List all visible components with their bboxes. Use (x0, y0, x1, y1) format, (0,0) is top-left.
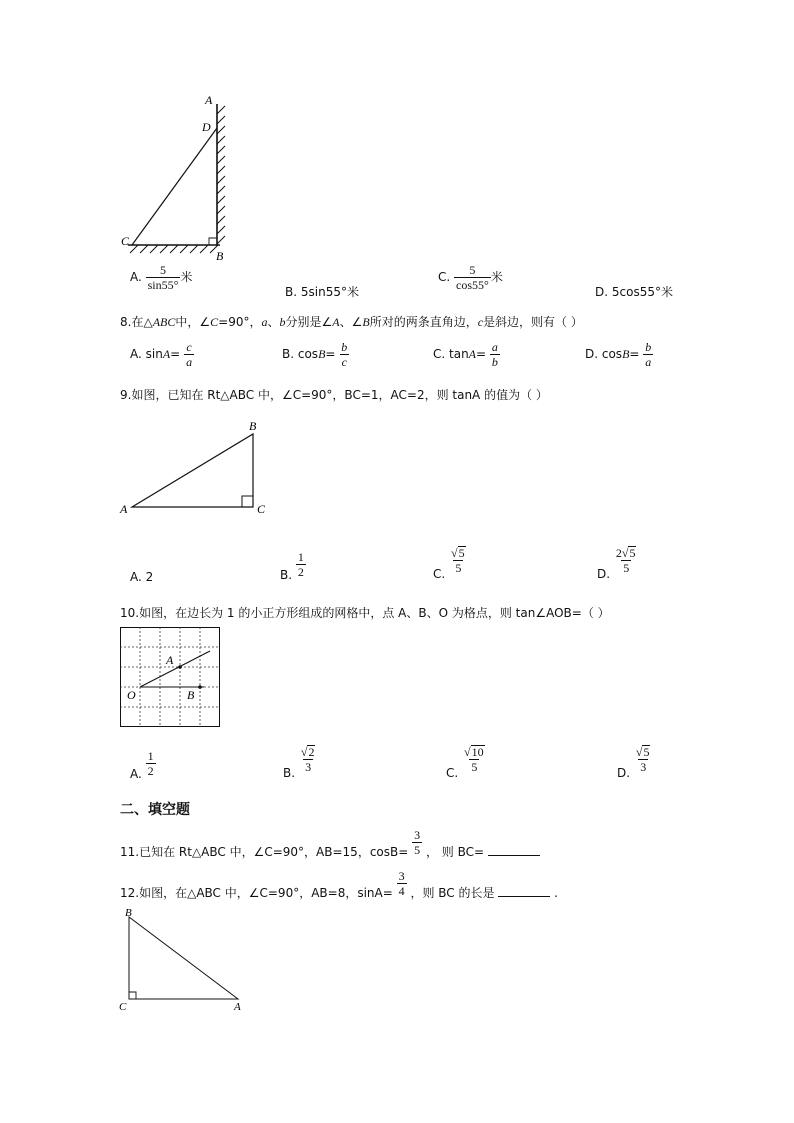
label-O: O (127, 688, 136, 702)
label-B: B (187, 688, 195, 702)
grid-lines (120, 627, 220, 727)
right-angle-mark (129, 992, 136, 999)
right-angle-mark (242, 496, 253, 507)
label-A: A (166, 653, 174, 667)
q11: 11.已知在 Rt△ABC 中，∠C=90°，AB=15，cosB= $\frac{3}{5}$ ， 则 BC= (120, 829, 540, 856)
fraction: $\frac{1}{2}$ (297, 550, 304, 579)
section-title: 二、填空题 (120, 802, 190, 818)
q7-option-d[interactable]: D. 5cos55°米 (595, 285, 673, 299)
q10-grid-figure (120, 627, 220, 727)
fraction: $\frac{5}{\cos 55^\circ}$ (456, 263, 489, 292)
grid-border (121, 628, 220, 727)
label-C: C (257, 502, 266, 516)
q9-stem: 9.如图，已知在 Rt△ABC 中，∠C=90°，BC=1，AC=2，则 tanA 的值为（ ） (120, 388, 548, 402)
q10-option-a[interactable]: A. $\frac{1}{2}$ (130, 749, 154, 781)
label-B: B (125, 907, 132, 919)
fraction: $\frac{3}{5}$ (414, 828, 421, 857)
fraction: $\frac{a}{b}$ (491, 340, 498, 369)
triangle-abc (129, 917, 238, 999)
fraction: √ 5 3 (635, 745, 650, 774)
triangle-abc (132, 434, 253, 507)
q9-option-d[interactable]: D. 2√ 5 5 (597, 546, 638, 574)
fraction: √ 2 3 (300, 745, 315, 774)
q9-option-c[interactable]: C. √ 5 5 (433, 546, 468, 574)
fraction: √ 5 5 (451, 546, 465, 575)
q12: 12.如图，在△ABC 中，∠C=90°，AB=8，sinA= $\frac{3}{4}$ ，则 BC 的长是 . (120, 869, 558, 900)
q8-option-b[interactable]: B. cosB= $\frac{b}{c}$ (282, 340, 348, 369)
ray-oa (140, 651, 210, 687)
q12-triangle-figure (116, 904, 256, 1016)
q7-option-b[interactable]: B. 5sin55°米 (285, 285, 359, 299)
point-a (178, 665, 182, 669)
q9-option-b[interactable]: B. $\frac{1}{2}$ (280, 550, 304, 582)
fraction: $\frac{b}{a}$ (645, 340, 652, 369)
q8-option-d[interactable]: D. cosB= $\frac{b}{a}$ (585, 340, 652, 369)
q8-stem: 8.在△ABC中，∠C=90°，a、b分别是∠A、∠B所对的两条直角边，c是斜边，则有（ ） (120, 315, 583, 329)
fraction: √ 10 5 (464, 745, 484, 774)
q10-option-d[interactable]: D. √ 5 3 (617, 745, 652, 773)
q9-triangle-figure (118, 418, 278, 518)
fraction: $\frac{1}{2}$ (147, 749, 154, 778)
fraction: $\frac{b}{c}$ (341, 340, 348, 369)
label-C: C (119, 1001, 127, 1013)
q10-stem: 10.如图，在边长为 1 的小正方形组成的网格中，点 A、B、O 为格点，则 tan∠AOB=（ ） (120, 606, 610, 620)
q7-option-c[interactable]: C. $\frac{5}{\cos 55^\circ}$ 米 (438, 263, 503, 292)
ladder-wall-figure (110, 92, 240, 267)
ladder-line (132, 128, 217, 245)
q9-option-a[interactable]: A. 2 (130, 570, 154, 584)
q8-option-c[interactable]: C. tanA= $\frac{a}{b}$ (433, 340, 498, 369)
label-B: B (249, 419, 257, 433)
fraction: 2√ 5 5 (615, 546, 636, 575)
right-angle-mark (209, 238, 217, 245)
ground-hatching (130, 245, 218, 253)
answer-blank[interactable] (498, 886, 550, 897)
answer-blank[interactable] (488, 845, 540, 856)
wall-hatching (217, 106, 225, 244)
q7-option-a[interactable]: A. $\frac{5}{\sin 55^\circ}$ 米 (130, 263, 193, 292)
label-A: A (205, 93, 213, 107)
label-B: B (216, 249, 224, 263)
fraction: $\frac{3}{4}$ (398, 869, 405, 898)
q10-option-c[interactable]: C. √ 10 5 (446, 745, 487, 773)
label-A: A (234, 1001, 241, 1013)
fraction: $\frac{c}{a}$ (186, 340, 193, 369)
q10-option-b[interactable]: B. √ 2 3 (283, 745, 317, 773)
point-b (198, 685, 202, 689)
label-D: D (202, 120, 211, 134)
q8-option-a[interactable]: A. sinA= $\frac{c}{a}$ (130, 340, 193, 369)
label-C: C (121, 234, 130, 248)
fraction: $\frac{5}{\sin 55^\circ}$ (147, 263, 179, 292)
label-A: A (120, 502, 128, 516)
